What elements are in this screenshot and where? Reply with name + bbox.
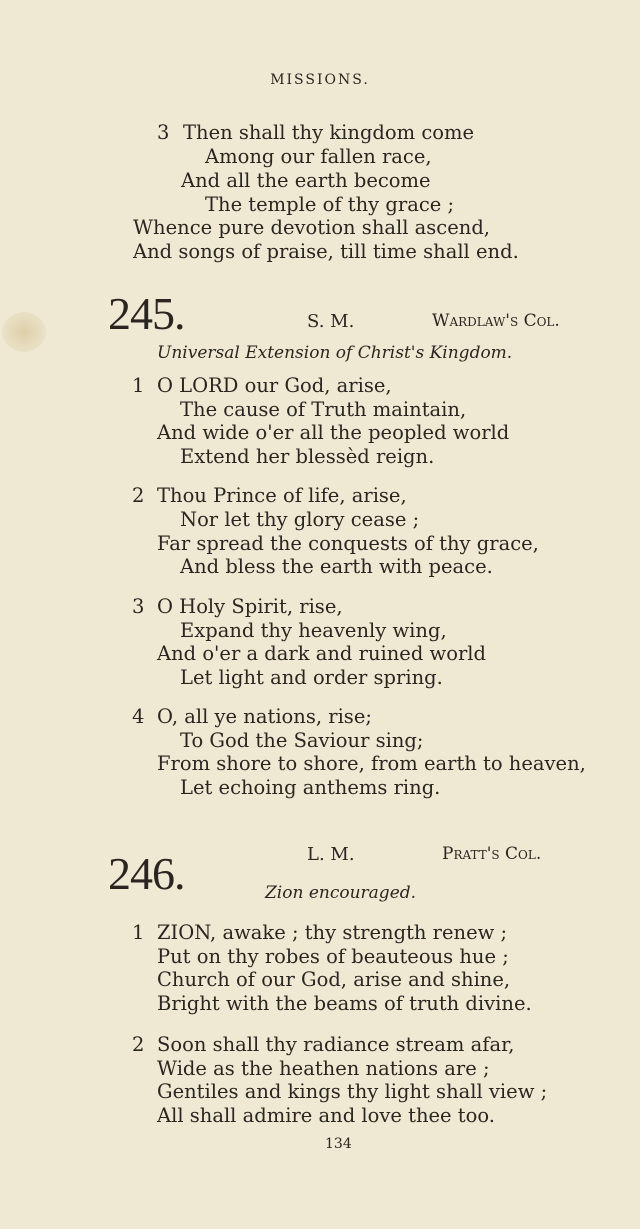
hymn-meter: L. M. <box>307 844 355 865</box>
hymn-number: 245. <box>108 288 185 339</box>
verse-line: Bright with the beams of truth divine. <box>157 992 532 1015</box>
verse-line: Church of our God, arise and shine, <box>157 968 511 991</box>
stanza-number: 1 <box>132 921 145 944</box>
tune-source: Wardlaw's Col. <box>432 311 560 331</box>
verse-line: Soon shall thy radiance stream afar, <box>157 1033 515 1056</box>
verse-line: And wide o'er all the peopled world <box>157 421 510 444</box>
hymn-meter: S. M. <box>307 311 355 332</box>
verse-line: Extend her blessèd reign. <box>180 445 435 468</box>
verse-line: From shore to shore, from earth to heaven, <box>157 752 586 775</box>
verse-line: Gentiles and kings thy light shall view ; <box>157 1080 548 1103</box>
verse-line: Thou Prince of life, arise, <box>157 484 407 507</box>
verse-line: The cause of Truth maintain, <box>180 398 467 421</box>
stanza-number: 3 <box>157 121 170 144</box>
verse-line: And all the earth become <box>181 169 431 192</box>
page-number: 134 <box>325 1136 352 1152</box>
stanza-number: 2 <box>132 484 145 507</box>
verse-line: And songs of praise, till time shall end. <box>133 240 519 263</box>
verse-line: Nor let thy glory cease ; <box>180 508 420 531</box>
stanza-number: 1 <box>132 374 145 397</box>
verse-line: And o'er a dark and ruined world <box>157 642 486 665</box>
verse-line: Whence pure devotion shall ascend, <box>133 216 491 239</box>
stanza-number: 3 <box>132 595 145 618</box>
verse-line: O, all ye nations, rise; <box>157 705 372 728</box>
running-header: MISSIONS. <box>270 72 370 88</box>
verse-line: To God the Saviour sing; <box>180 729 424 752</box>
hymn-number: 246. <box>108 848 185 899</box>
stanza-number: 2 <box>132 1033 145 1056</box>
verse-line: Far spread the conquests of thy grace, <box>157 532 539 555</box>
verse-line: Expand thy heavenly wing, <box>180 619 447 642</box>
verse-line: O LORD our God, arise, <box>157 374 392 397</box>
verse-line: Wide as the heathen nations are ; <box>157 1057 490 1080</box>
verse-line: Among our fallen race, <box>205 145 432 168</box>
verse-line: ZION, awake ; thy strength renew ; <box>157 921 508 944</box>
tune-source: Pratt's Col. <box>442 844 542 864</box>
verse-line: All shall admire and love thee too. <box>157 1104 495 1127</box>
verse-line: Let echoing anthems ring. <box>180 776 441 799</box>
verse-line: And bless the earth with peace. <box>180 555 493 578</box>
hymn-subtitle: Zion encouraged. <box>265 883 417 903</box>
hymn-subtitle: Universal Extension of Christ's Kingdom. <box>157 343 513 363</box>
stanza-number: 4 <box>132 705 145 728</box>
paper-stain <box>2 312 46 352</box>
verse-line: Then shall thy kingdom come <box>183 121 475 144</box>
verse-line: Put on thy robes of beauteous hue ; <box>157 945 509 968</box>
verse-line: O Holy Spirit, rise, <box>157 595 343 618</box>
verse-line: The temple of thy grace ; <box>205 193 455 216</box>
verse-line: Let light and order spring. <box>180 666 443 689</box>
